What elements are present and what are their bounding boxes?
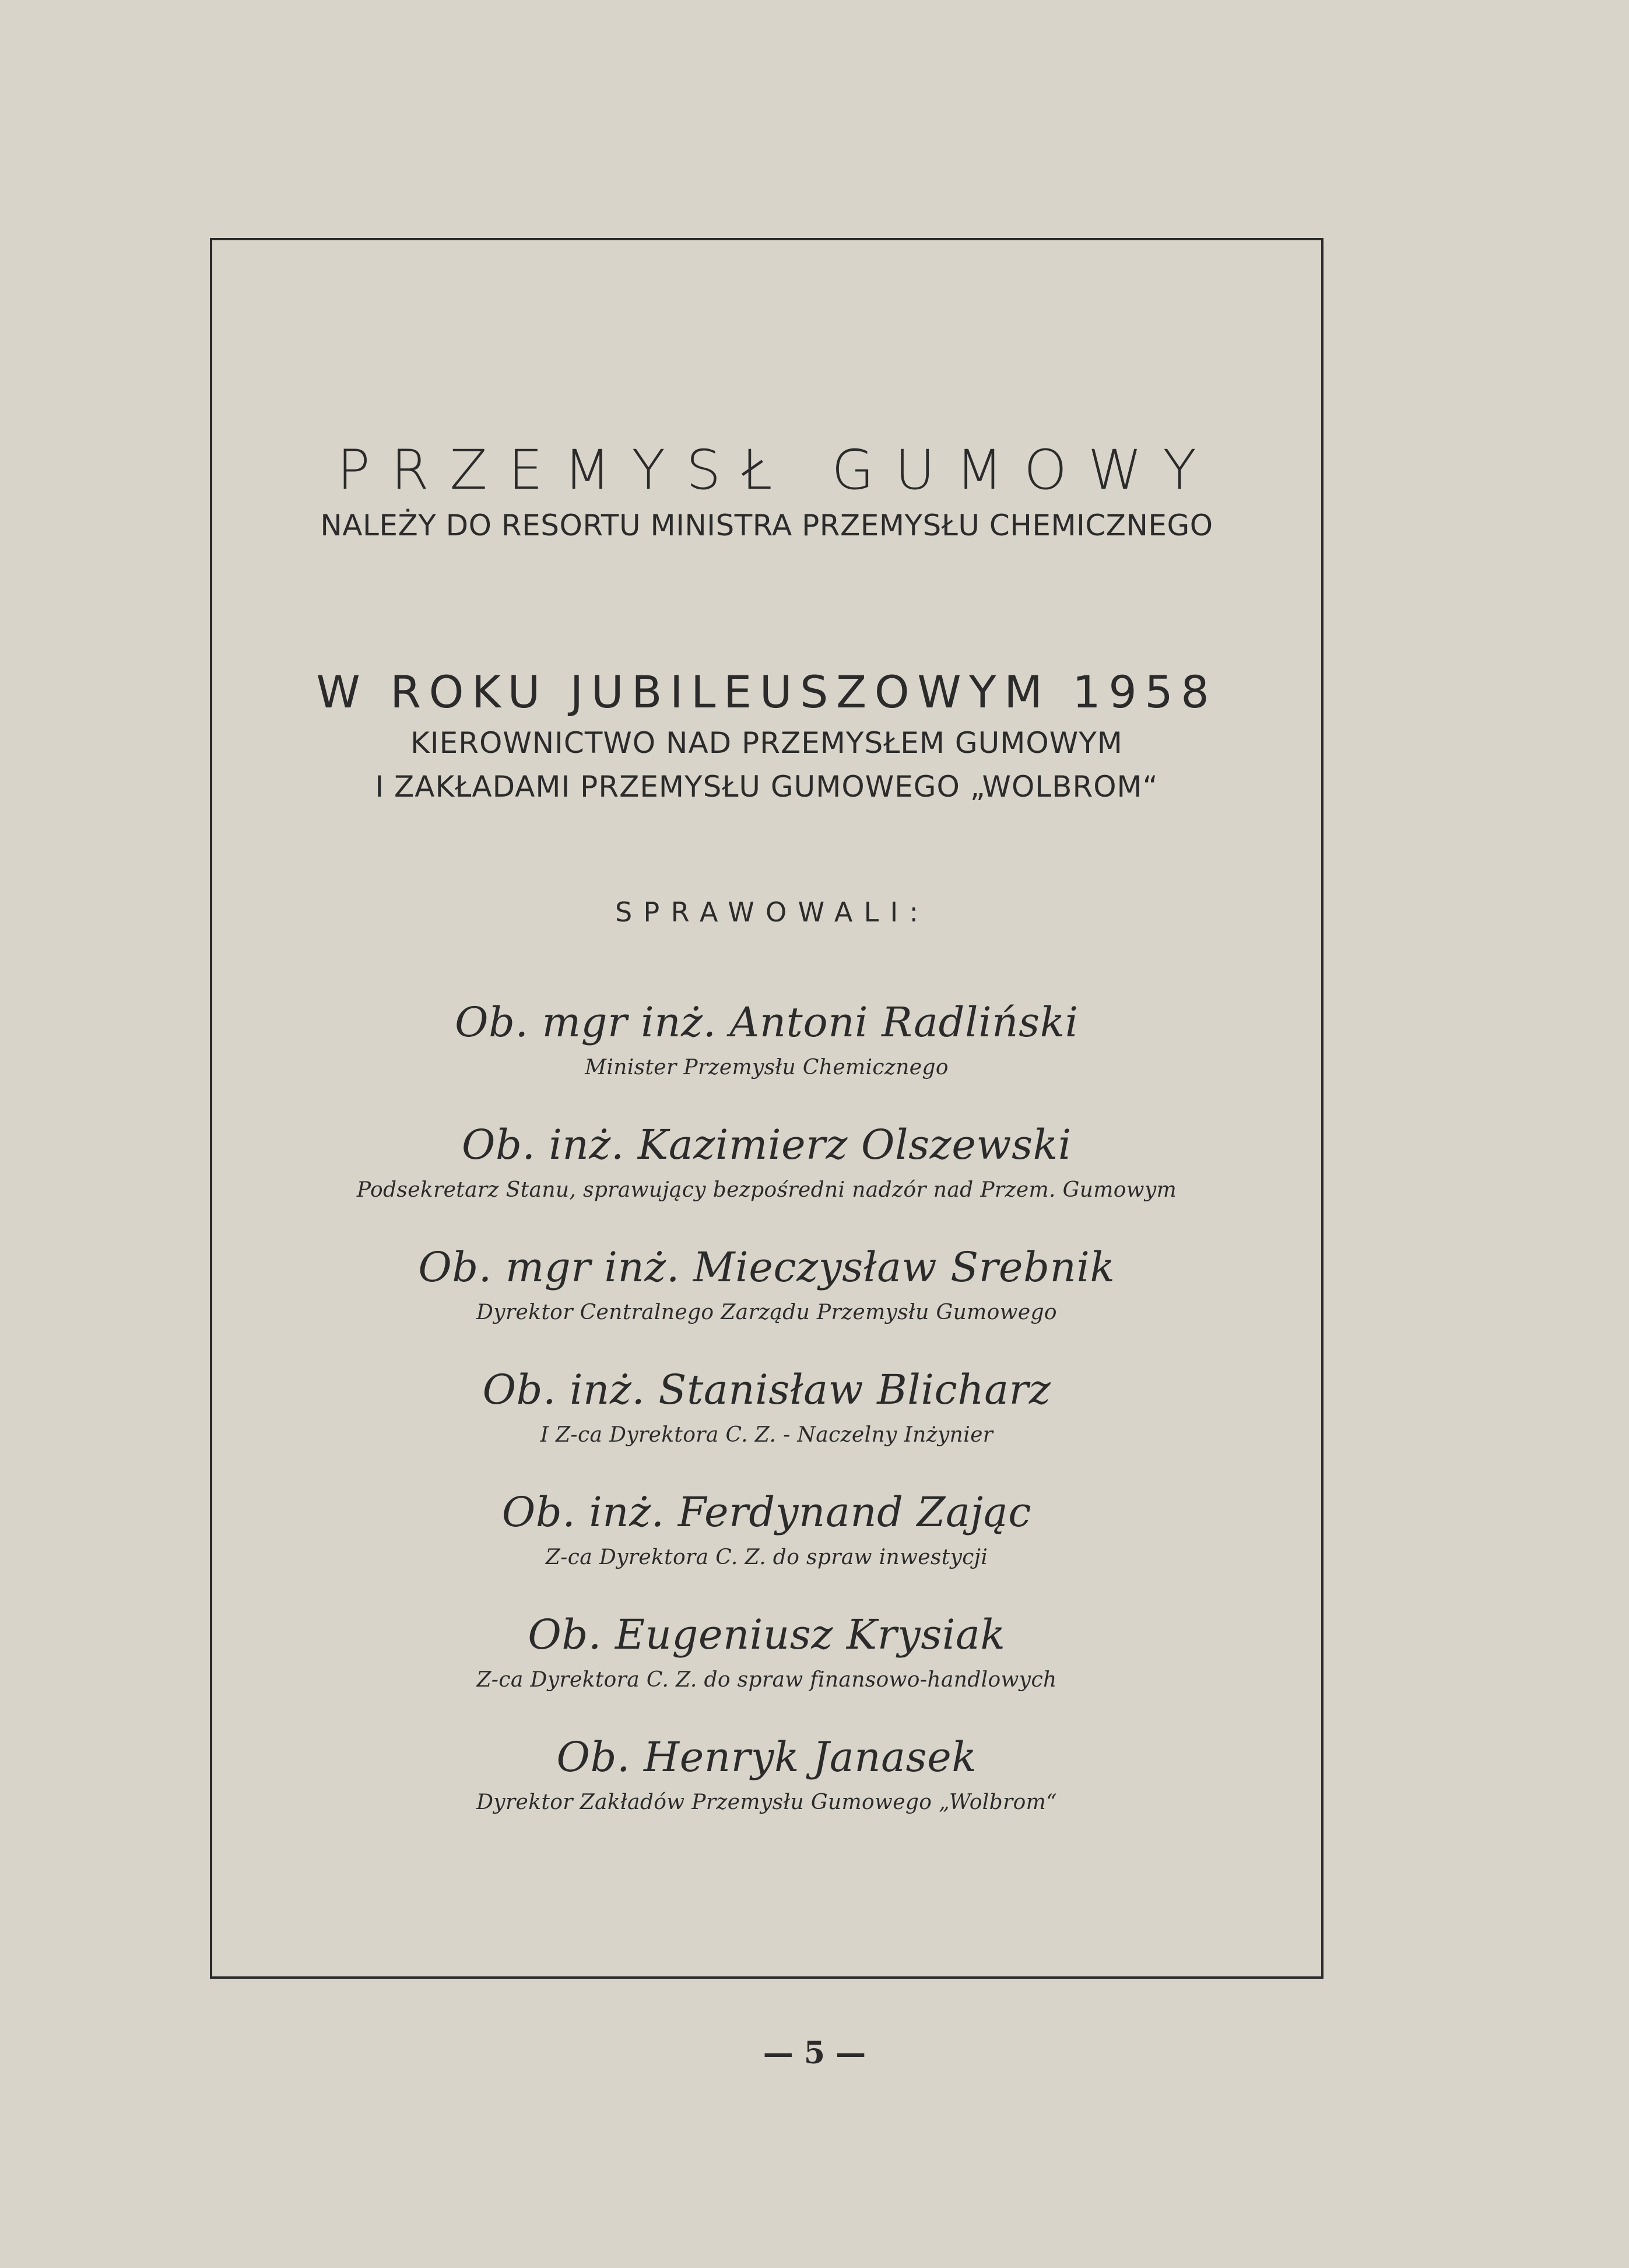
main-subtitle: NALEŻY DO RESORTU MINISTRA PRZEMYSŁU CHEMICZNEGO — [320, 509, 1213, 542]
person-role: Z-ca Dyrektora C. Z. do spraw inwestycji — [545, 1545, 988, 1569]
leadership-line-2: I ZAKŁADAMI PRZEMYSŁU GUMOWEGO „WOLBROM“ — [375, 770, 1158, 804]
main-title: PRZEMYSŁ GUMOWY — [337, 439, 1217, 502]
person-name: Ob. inż. Stanisław Blicharz — [482, 1366, 1051, 1414]
person-role: Minister Przemysłu Chemicznego — [585, 1056, 949, 1079]
person-role: I Z-ca Dyrektora C. Z. - Naczelny Inżynier — [540, 1423, 993, 1447]
leadership-line-1: KIEROWNICTWO NAD PRZEMYSŁEM GUMOWYM — [410, 726, 1123, 760]
person-role: Dyrektor Zakładów Przemysłu Gumowego „Wolbrom“ — [476, 1790, 1057, 1814]
person-name: Ob. mgr inż. Antoni Radliński — [455, 998, 1079, 1046]
person-role: Z-ca Dyrektora C. Z. do spraw finansowo-handlowych — [476, 1668, 1057, 1692]
person-name: Ob. Eugeniusz Krysiak — [528, 1611, 1006, 1659]
person-name: Ob. mgr inż. Mieczysław Srebnik — [418, 1243, 1115, 1291]
jubilee-year-heading: W ROKU JUBILEUSZOWYM 1958 — [316, 666, 1217, 718]
person-name: Ob. Henryk Janasek — [556, 1733, 977, 1781]
person-name: Ob. inż. Kazimierz Olszewski — [462, 1121, 1072, 1169]
person-role: Dyrektor Centralnego Zarządu Przemysłu Gumowego — [476, 1300, 1057, 1324]
page-border-frame — [210, 238, 1323, 1979]
person-role: Podsekretarz Stanu, sprawujący bezpośredni nadzór nad Przem. Gumowym — [356, 1178, 1177, 1202]
section-label: SPRAWOWALI: — [615, 896, 930, 928]
page-number: — 5 — — [763, 2035, 866, 2071]
person-name: Ob. inż. Ferdynand Zając — [501, 1488, 1032, 1536]
